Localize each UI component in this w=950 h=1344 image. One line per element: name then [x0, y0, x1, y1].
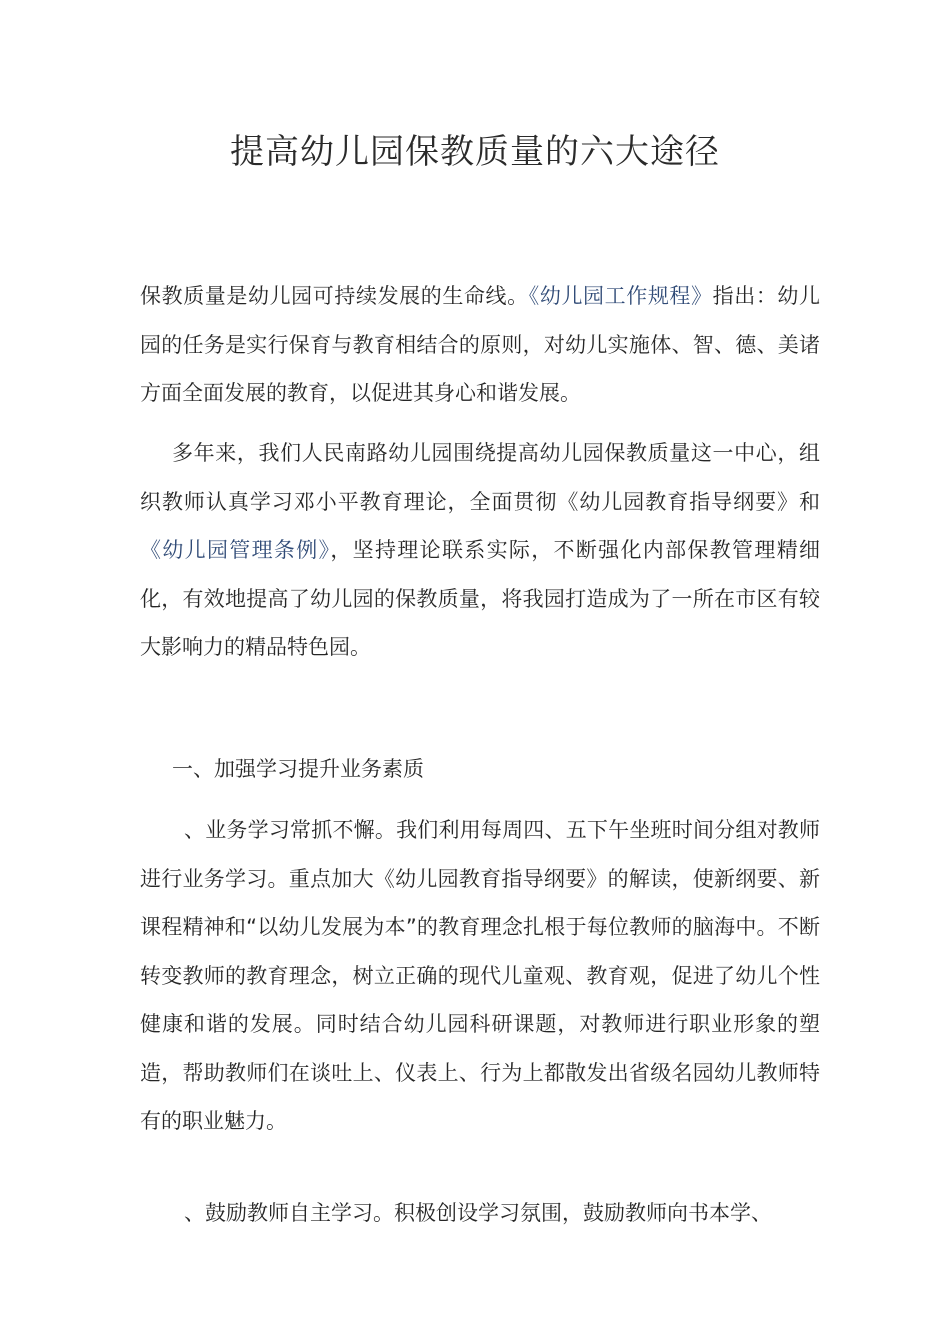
intro-text-b: 指出：幼儿园的任务是实行保育与教育相结合的原则，对幼儿实施体、智、德、美诸方面全面发展的教育，以促进其身心和谐发展。 [140, 284, 821, 405]
kindergarten-work-regulations-link[interactable]: 《幼儿园工作规程》 [528, 284, 713, 308]
section-heading: 一、加强学习提升业务素质 [172, 757, 424, 781]
section-item-paragraph: 、业务学习常抓不懈。我们利用每周四、五下午坐班时间分组对教师进行业务学习。重点加大《幼儿园教育指导纲要》的解读，使新纲要、新课程精神和“以幼儿发展为本”的教育理念扎根于每位教师的脑海中。不断转变教师的教育理念，树立正确的现代儿童观、教育观，促进了幼儿个性健康和谐的发展。同时结合幼儿园科研课题，对教师进行职业形象的塑造，帮助教师们在谈吐上、仪表上、行为上都散发出省级名园幼儿教师特有的职业魅力。 [140, 818, 820, 1133]
guidance-outline-title: 《幼儿园教育指导纲要》 [557, 489, 800, 514]
intro-paragraph [140, 272, 820, 418]
document-title: 提高幼儿园保教质量的六大途径 [230, 132, 720, 172]
overview-text-b: 和 [799, 489, 821, 514]
overview-text-a: 多年来，我们人民南路幼儿园围绕提高幼儿园保教质量这一中心，组织教师认真学习邓小平教育理论，全面贯彻 [140, 441, 820, 514]
overview-text-c: ，坚持理论联系实际，不断强化内部保教管理精细化，有效地提高了幼儿园的保教质量，将我园打造成为了一所在市区有较大影响力的精品特色园。 [140, 538, 821, 659]
intro-text-a: 保教质量是幼儿园可持续发展的生命线。 [140, 284, 529, 308]
section-item-paragraph: 、鼓励教师自主学习。积极创设学习氛围，鼓励教师向书本学、 [184, 1201, 772, 1225]
kindergarten-management-regulations-link[interactable]: 《幼儿园管理条例》 [140, 538, 331, 562]
overview-paragraph [140, 429, 820, 672]
